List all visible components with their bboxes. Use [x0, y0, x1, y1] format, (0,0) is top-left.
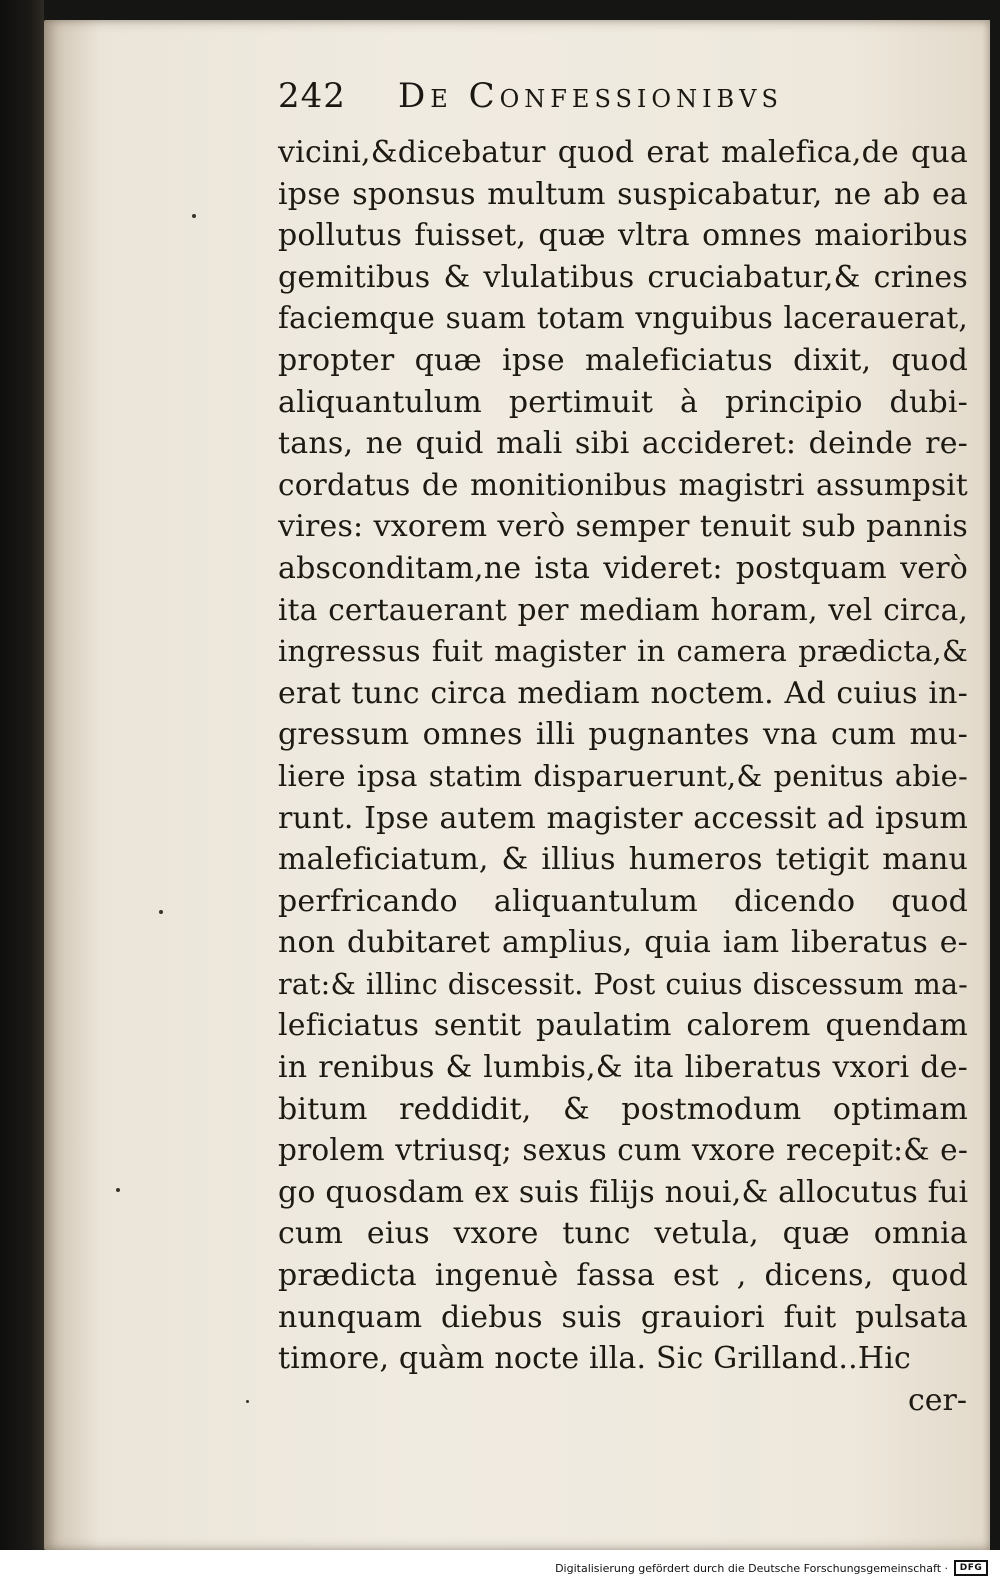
text-line: go quosdam ex suis filijs noui,& allocutus fui [278, 1174, 969, 1210]
funding-note: Digitalisierung gefördert durch die Deutsche Forschungsgemeinschaft · [555, 1562, 948, 1575]
book-spine-shadow [0, 0, 44, 1592]
text-line: maleficiatum, & illius humeros tetigit manu [278, 842, 968, 878]
dfg-logo-icon: DFG [954, 1560, 988, 1576]
text-line: cordatus de monitionibus magistri assumpsit [278, 467, 968, 502]
text-line: gressum omnes illi pugnantes vna cum mu- [278, 717, 968, 753]
text-line: rat:& illinc discessit. Post cuius discessum ma- [278, 967, 968, 1001]
text-line: ipse sponsus multum suspicabatur, ne ab ea [278, 176, 968, 212]
paper-speck [192, 214, 196, 218]
text-line: vicini,&dicebatur quod erat malefica,de qua [278, 135, 968, 170]
text-line: faciemque suam totam vnguibus lacerauerat, [278, 301, 968, 336]
text-line: bitum reddidit, & postmodum optimam [278, 1091, 968, 1127]
text-line: tans, ne quid mali sibi accideret: deinde re- [278, 426, 968, 462]
text-line: absconditam,ne ista videret: postquam verò [278, 550, 968, 586]
text-line: vires: vxorem verò semper tenuit sub pannis [278, 509, 968, 545]
body-text [278, 132, 968, 1380]
running-title: De Confessionibvs [398, 76, 783, 116]
digitization-footer [0, 1550, 1000, 1592]
page-header [278, 76, 968, 126]
text-line: prolem vtriusq; sexus cum vxore recepit:& e- [278, 1133, 968, 1168]
paper-speck [116, 1188, 120, 1192]
paper-speck [159, 910, 163, 914]
text-line: prædicta ingenuè fassa est , dicens, quod [278, 1258, 968, 1294]
text-line: liere ipsa statim disparuerunt,& penitus abie- [278, 758, 968, 793]
text-line: in renibus & lumbis,& ita liberatus vxori de- [278, 1050, 968, 1086]
text-line: propter quæ ipse maleficiatus dixit, quod [278, 342, 968, 378]
text-line: perfricando aliquantulum dicendo quod [278, 883, 968, 919]
text-line: cum eius vxore tunc vetula, quæ omnia [278, 1216, 968, 1252]
text-line: nunquam diebus suis grauiori fuit pulsata [278, 1299, 968, 1335]
page-number: 242 [278, 76, 346, 116]
text-line: aliquantulum pertimuit à principio dubi- [278, 384, 968, 420]
text-line: gemitibus & vlulatibus cruciabatur,& crines [278, 259, 968, 295]
text-line: timore, quàm nocte illa. Sic Grilland..Hic [278, 1341, 912, 1377]
text-line: non dubitaret amplius, quia iam liberatus e- [278, 925, 968, 961]
text-line: pollutus fuisset, quæ vltra omnes maioribus [278, 218, 968, 254]
text-line: ita certauerant per mediam horam, vel circa, [278, 592, 968, 627]
paper-speck [246, 1400, 249, 1403]
text-line: leficiatus sentit paulatim calorem quendam [278, 1008, 968, 1044]
text-line: ingressus fuit magister in camera prædicta,& [278, 634, 968, 669]
text-line: erat tunc circa mediam noctem. Ad cuius in- [278, 675, 968, 711]
text-line: runt. Ipse autem magister accessit ad ipsum [278, 800, 968, 836]
catchword: cer- [907, 1383, 967, 1418]
